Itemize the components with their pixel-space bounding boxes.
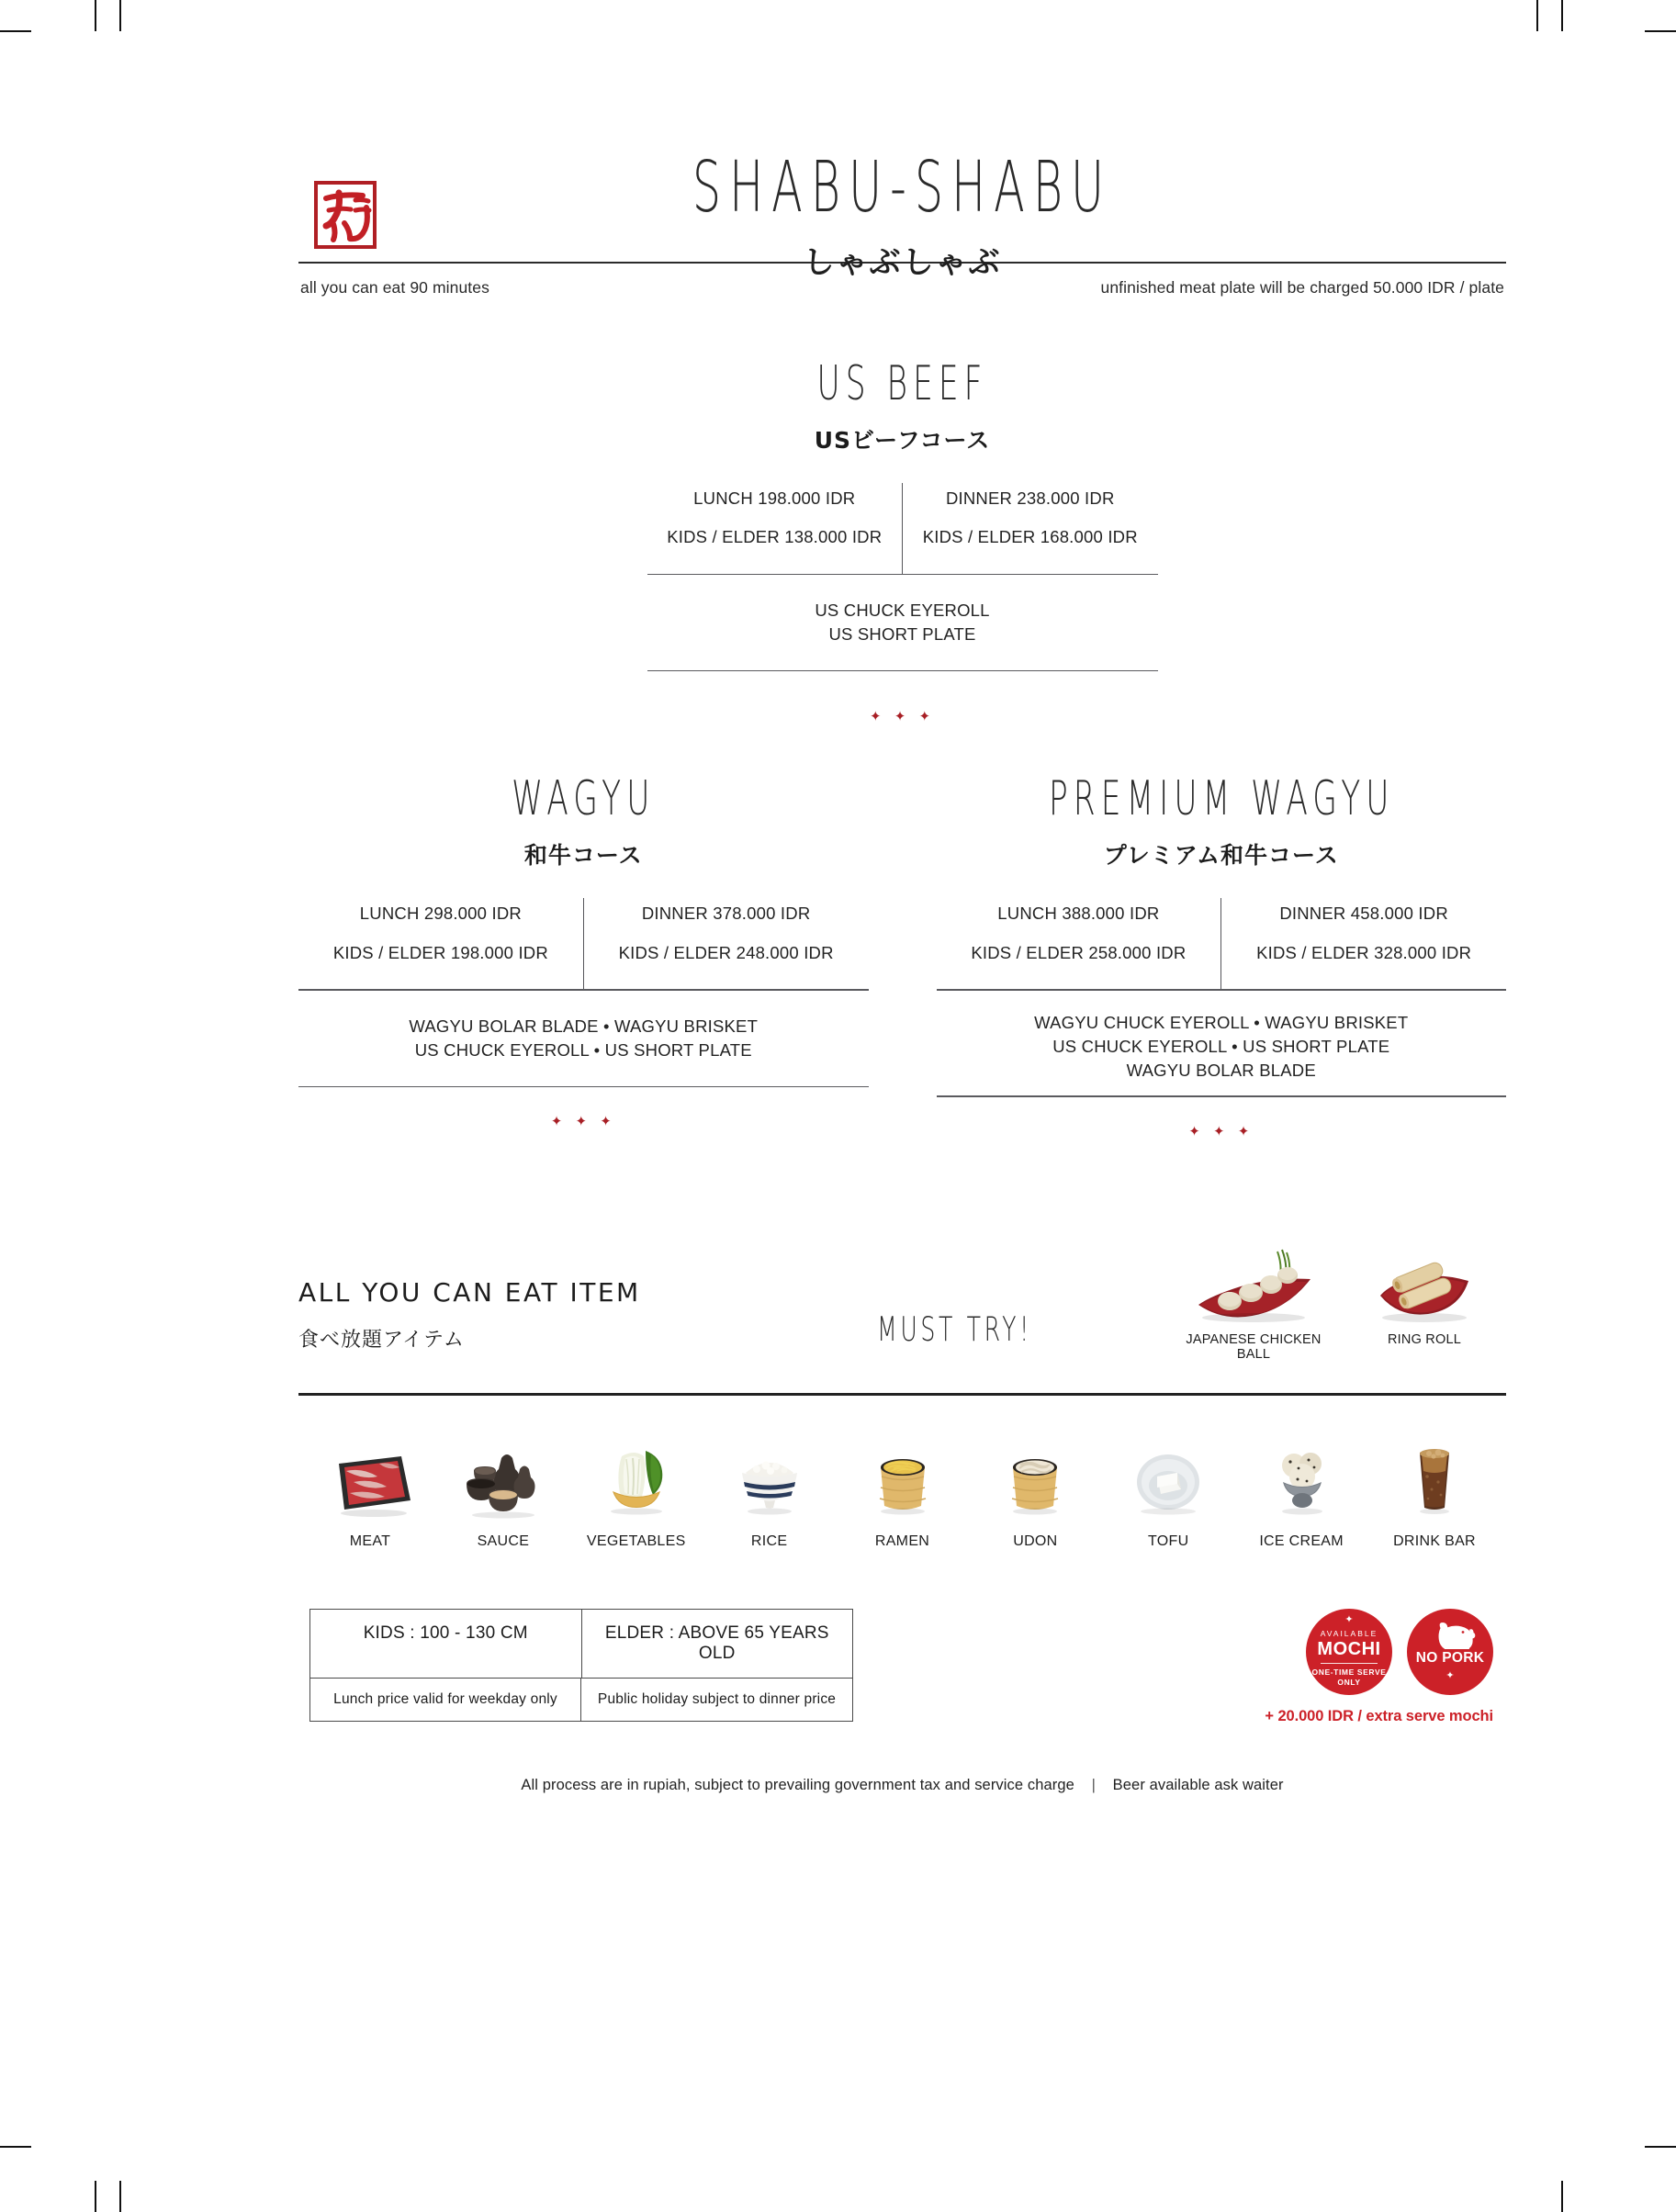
- section-subtitle-japanese: 食べ放題アイテム: [298, 1328, 465, 1352]
- course-title: US BEEF: [816, 355, 988, 411]
- mochi-available-label: AVAILABLE: [1320, 1629, 1378, 1639]
- crop-mark: [1536, 0, 1538, 31]
- cut-line: US CHUCK EYEROLL • US SHORT PLATE: [1052, 1036, 1390, 1056]
- dinner-price: DINNER 458.000 IDR: [1279, 904, 1448, 924]
- tax-note: All process are in rupiah, subject to prevailing government tax and service charge: [521, 1776, 1074, 1793]
- lunch-price: LUNCH 388.000 IDR: [997, 904, 1160, 924]
- price-grid: [647, 483, 1158, 574]
- cut-line: WAGYU BOLAR BLADE • WAGYU BRISKET: [409, 1016, 759, 1036]
- list-item: [711, 1429, 828, 1550]
- mochi-badge: [1306, 1609, 1392, 1695]
- menu-header: [298, 0, 1506, 282]
- rice-bowl-icon: [711, 1429, 828, 1519]
- beer-note: Beer available ask waiter: [1112, 1776, 1284, 1793]
- duration-note: all you can eat 90 minutes: [300, 277, 489, 297]
- udon-basket-icon: [976, 1429, 1094, 1519]
- dinner-kids-price: KIDS / ELDER 248.000 IDR: [618, 942, 834, 962]
- price-grid: [937, 898, 1507, 989]
- dinner-price-column: [1221, 898, 1506, 989]
- item-label: TOFU: [1148, 1533, 1189, 1549]
- section-title: ALL YOU CAN EAT ITEM: [298, 1276, 641, 1308]
- tofu-plate-icon: [1109, 1429, 1227, 1519]
- crop-mark: [95, 2181, 96, 2212]
- pig-icon: [1424, 1622, 1476, 1649]
- lunch-price: LUNCH 298.000 IDR: [359, 904, 522, 924]
- dinner-kids-price: KIDS / ELDER 168.000 IDR: [922, 527, 1138, 546]
- item-label: DRINK BAR: [1393, 1533, 1476, 1549]
- must-try-item: [1184, 1246, 1323, 1362]
- lunch-price: LUNCH 198.000 IDR: [693, 488, 856, 508]
- must-try-caption: JAPANESE CHICKEN BALL: [1186, 1331, 1322, 1362]
- bottom-info-row: [298, 1609, 1506, 1725]
- course-divider-bottom: [937, 1095, 1507, 1096]
- list-item: [1109, 1429, 1227, 1550]
- item-label: MEAT: [349, 1533, 391, 1549]
- holiday-price-note: Public holiday subject to dinner price: [597, 1690, 837, 1707]
- badges: [1265, 1609, 1493, 1695]
- lunch-price-column: [937, 898, 1222, 989]
- item-label: RAMEN: [874, 1533, 930, 1549]
- page-subtitle-japanese: しゃぶしゃぶ: [803, 244, 1002, 282]
- must-try-item: [1355, 1246, 1494, 1362]
- eligibility-table: [309, 1609, 853, 1722]
- course-subtitle-japanese: プレミアム和牛コース: [1103, 842, 1339, 870]
- mochi-serve-line-2: ONLY: [1337, 1678, 1361, 1688]
- sparkle-icon: ✦: [1445, 1670, 1455, 1682]
- cut-line: WAGYU BOLAR BLADE: [1126, 1061, 1316, 1081]
- crop-mark: [95, 0, 96, 31]
- course-cuts: [647, 575, 1158, 671]
- list-item: [444, 1429, 562, 1550]
- extra-mochi-price-note: + 20.000 IDR / extra serve mochi: [1265, 1707, 1493, 1724]
- no-pork-label: NO PORK: [1415, 1650, 1485, 1667]
- course-subtitle-japanese: USビーフコース: [814, 426, 991, 454]
- must-try-items: [1184, 1246, 1494, 1362]
- unfinished-plate-note: unfinished meat plate will be charged 50.000 IDR / plate: [1100, 277, 1504, 297]
- mochi-label: MOCHI: [1317, 1639, 1381, 1660]
- lunch-price-column: [298, 898, 584, 989]
- price-grid: [298, 898, 869, 989]
- list-item: [844, 1429, 962, 1550]
- list-item: [976, 1429, 1094, 1550]
- vegetables-basket-icon: [578, 1429, 695, 1519]
- dinner-price: DINNER 378.000 IDR: [641, 904, 811, 924]
- cut-line: US CHUCK EYEROLL • US SHORT PLATE: [414, 1039, 752, 1060]
- course-divider-bottom: [647, 670, 1158, 671]
- must-try-caption: RING ROLL: [1388, 1331, 1461, 1347]
- list-item: [311, 1429, 429, 1550]
- ramen-basket-icon: [844, 1429, 962, 1519]
- course-cuts: [298, 991, 869, 1087]
- table-row: [310, 1679, 852, 1721]
- page-title: SHABU-SHABU: [692, 146, 1113, 230]
- cut-line: US SHORT PLATE: [828, 623, 976, 644]
- ornament-divider: ✦ ✦ ✦: [1188, 1123, 1254, 1140]
- must-try-label: MUST TRY!: [877, 1308, 1032, 1349]
- ring-roll-plate-icon: [1355, 1246, 1494, 1327]
- item-label: SAUCE: [477, 1533, 530, 1549]
- lunch-kids-price: KIDS / ELDER 198.000 IDR: [332, 942, 548, 962]
- badges-block: [1265, 1609, 1506, 1725]
- item-label: VEGETABLES: [586, 1533, 686, 1549]
- sparkle-icon: ✦: [1344, 1614, 1354, 1626]
- ice-cream-bowl-icon: [1243, 1429, 1360, 1519]
- course-us-beef: [298, 355, 1506, 725]
- crop-mark: [0, 30, 31, 32]
- all-you-can-eat-items: [298, 1396, 1506, 1550]
- wagyu-courses-row: [298, 771, 1506, 1140]
- list-item: [578, 1429, 695, 1550]
- dinner-price-column: [584, 898, 869, 989]
- crop-mark: [1645, 30, 1676, 32]
- course-title: PREMIUM WAGYU: [1048, 771, 1394, 827]
- kids-criteria: KIDS : 100 - 130 CM: [310, 1610, 582, 1678]
- elder-criteria: ELDER : ABOVE 65 YEARS OLD: [604, 1623, 829, 1663]
- course-premium-wagyu: [937, 771, 1507, 1140]
- all-you-can-eat-header: [298, 1205, 1506, 1393]
- dinner-price: DINNER 238.000 IDR: [945, 488, 1115, 508]
- crop-mark: [1561, 2181, 1563, 2212]
- list-item: [1243, 1429, 1360, 1550]
- crop-mark: [119, 0, 121, 31]
- item-label: ICE CREAM: [1259, 1533, 1344, 1549]
- ornament-divider: ✦ ✦ ✦: [550, 1114, 616, 1130]
- dinner-kids-price: KIDS / ELDER 328.000 IDR: [1256, 942, 1472, 962]
- course-divider-bottom: [298, 1086, 869, 1087]
- list-item: [1376, 1429, 1493, 1550]
- ornament-divider: ✦ ✦ ✦: [869, 709, 936, 725]
- japanese-stamp-logo-icon: [313, 180, 379, 252]
- lunch-kids-price: KIDS / ELDER 258.000 IDR: [971, 942, 1187, 962]
- lunch-kids-price: KIDS / ELDER 138.000 IDR: [667, 527, 883, 546]
- course-cuts: [937, 991, 1507, 1096]
- badge-divider: [1321, 1663, 1378, 1664]
- dinner-price-column: [903, 483, 1158, 574]
- chicken-ball-boat-plate-icon: [1184, 1246, 1323, 1327]
- footer-note: [298, 1777, 1506, 1794]
- aycet-heading-block: [298, 1277, 641, 1393]
- item-label: RICE: [750, 1533, 788, 1549]
- crop-mark: [1561, 0, 1563, 31]
- crop-mark: [119, 2181, 121, 2212]
- no-pork-badge: [1407, 1609, 1493, 1695]
- course-subtitle-japanese: 和牛コース: [523, 842, 643, 870]
- footer-separator: |: [1091, 1776, 1096, 1793]
- cut-line: US CHUCK EYEROLL: [815, 600, 990, 620]
- mochi-serve-line-1: ONE-TIME SERVE: [1311, 1667, 1387, 1678]
- table-row: [310, 1610, 852, 1679]
- sauce-bowls-icon: [444, 1429, 562, 1519]
- cut-line: WAGYU CHUCK EYEROLL • WAGYU BRISKET: [1034, 1012, 1409, 1032]
- lunch-price-note: Lunch price valid for weekday only: [310, 1679, 581, 1721]
- crop-mark: [1645, 2146, 1676, 2148]
- item-label: UDON: [1013, 1533, 1058, 1549]
- course-wagyu: [298, 771, 869, 1138]
- lunch-price-column: [647, 483, 904, 574]
- drink-cup-icon: [1376, 1429, 1493, 1519]
- course-title: WAGYU: [512, 771, 656, 827]
- meat-tray-icon: [311, 1429, 429, 1519]
- crop-mark: [0, 2146, 31, 2148]
